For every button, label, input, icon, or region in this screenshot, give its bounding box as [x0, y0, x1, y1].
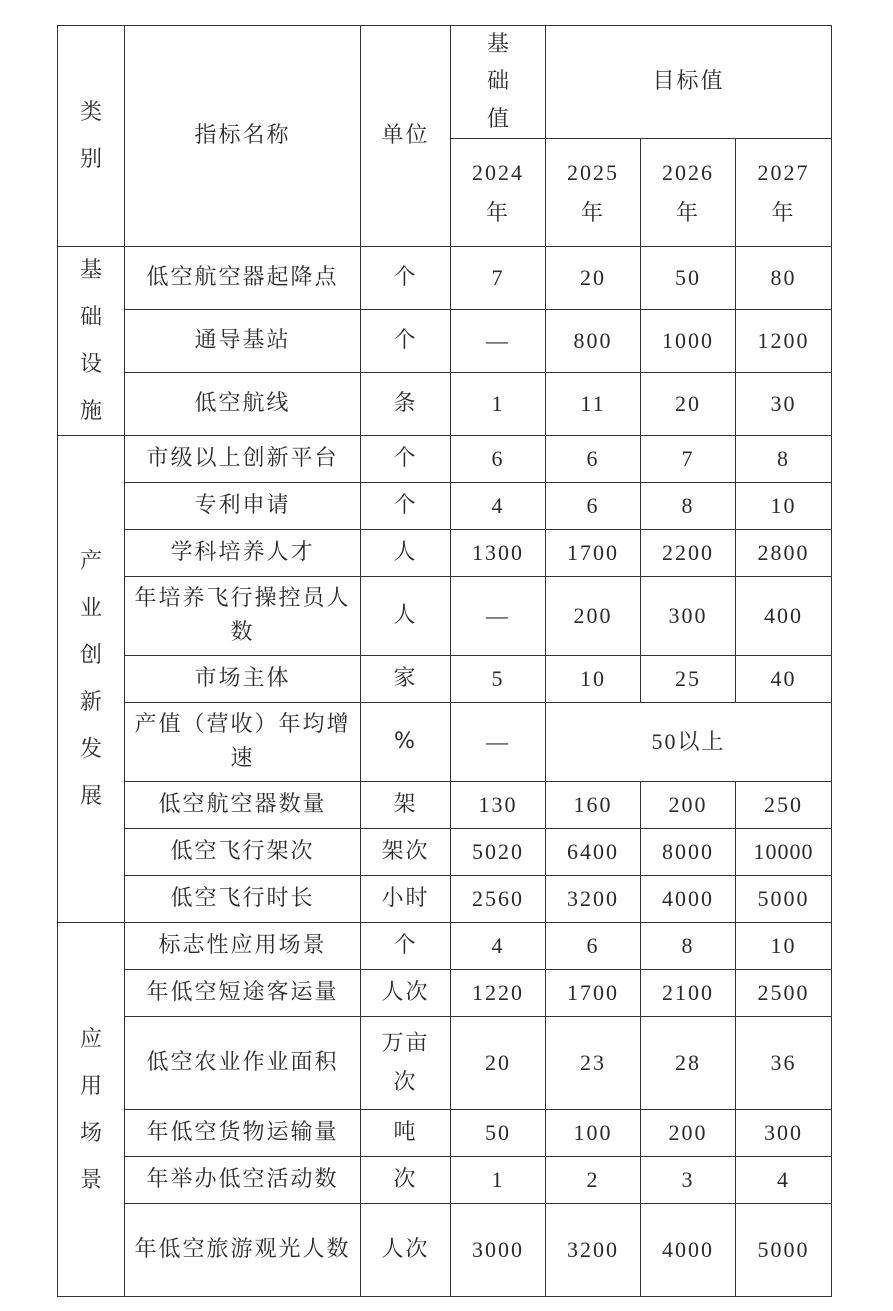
value-cell: 130 — [451, 782, 546, 829]
table-row — [58, 1017, 832, 1110]
header-year: 2026年 — [641, 139, 736, 247]
merged-target-cell: 50以上 — [546, 703, 832, 782]
value-cell: 7 — [451, 247, 546, 310]
value-cell: 50 — [451, 1110, 546, 1157]
category-cell: 产业创新发展 — [58, 436, 125, 923]
value-cell: — — [451, 577, 546, 656]
value-cell: 80 — [736, 247, 832, 310]
indicator-name: 标志性应用场景 — [125, 923, 361, 970]
unit-cell: 人次 — [361, 970, 451, 1017]
value-cell: 20 — [641, 373, 736, 436]
value-cell: 300 — [641, 577, 736, 656]
header-year: 2027年 — [736, 139, 832, 247]
indicator-name: 市级以上创新平台 — [125, 436, 361, 483]
value-cell: 1 — [451, 373, 546, 436]
value-cell: 6 — [546, 483, 641, 530]
header-category: 类别 — [58, 26, 125, 247]
value-cell: 200 — [641, 1110, 736, 1157]
table-row — [58, 1157, 832, 1204]
indicator-name: 专利申请 — [125, 483, 361, 530]
table-row — [58, 782, 832, 829]
table-row — [58, 247, 832, 310]
indicator-name: 市场主体 — [125, 656, 361, 703]
header-year: 2024年 — [451, 139, 546, 247]
value-cell: 1000 — [641, 310, 736, 373]
value-cell: 8 — [641, 923, 736, 970]
unit-cell: 个 — [361, 247, 451, 310]
value-cell: 4 — [451, 483, 546, 530]
unit-cell: 个 — [361, 436, 451, 483]
unit-cell: 小时 — [361, 876, 451, 923]
unit-cell: 个 — [361, 310, 451, 373]
value-cell: 28 — [641, 1017, 736, 1110]
unit-cell: 人次 — [361, 1204, 451, 1297]
header-indicator: 指标名称 — [125, 26, 361, 247]
indicator-name: 年低空旅游观光人数 — [125, 1204, 361, 1297]
value-cell: 5 — [451, 656, 546, 703]
indicator-name: 年举办低空活动数 — [125, 1157, 361, 1204]
unit-cell: 万亩次 — [361, 1017, 451, 1110]
value-cell: 250 — [736, 782, 832, 829]
value-cell: 3 — [641, 1157, 736, 1204]
value-cell: 3200 — [546, 876, 641, 923]
unit-cell: 个 — [361, 923, 451, 970]
indicator-name: 低空航空器起降点 — [125, 247, 361, 310]
indicator-name: 低空航线 — [125, 373, 361, 436]
value-cell: 1200 — [736, 310, 832, 373]
value-cell: 2200 — [641, 530, 736, 577]
table-row — [58, 483, 832, 530]
header-row-1 — [58, 26, 832, 139]
table-row — [58, 876, 832, 923]
category-cell: 应用场景 — [58, 923, 125, 1297]
header-year: 2025年 — [546, 139, 641, 247]
value-cell: 100 — [546, 1110, 641, 1157]
value-cell: 8 — [641, 483, 736, 530]
value-cell: 10 — [736, 923, 832, 970]
table-row — [58, 1204, 832, 1297]
value-cell: 4 — [451, 923, 546, 970]
value-cell: 10 — [546, 656, 641, 703]
value-cell: 6400 — [546, 829, 641, 876]
value-cell: 1300 — [451, 530, 546, 577]
table-row — [58, 703, 832, 782]
unit-cell: 人 — [361, 577, 451, 656]
indicator-name: 低空飞行时长 — [125, 876, 361, 923]
table-row — [58, 1110, 832, 1157]
indicator-name: 年低空短途客运量 — [125, 970, 361, 1017]
indicator-name: 低空飞行架次 — [125, 829, 361, 876]
indicator-name: 低空航空器数量 — [125, 782, 361, 829]
indicator-name: 学科培养人才 — [125, 530, 361, 577]
unit-cell: 人 — [361, 530, 451, 577]
indicator-name: 年低空货物运输量 — [125, 1110, 361, 1157]
value-cell: 11 — [546, 373, 641, 436]
value-cell: 20 — [451, 1017, 546, 1110]
unit-cell: 家 — [361, 656, 451, 703]
value-cell: 4000 — [641, 1204, 736, 1297]
value-cell: 2100 — [641, 970, 736, 1017]
value-cell: 200 — [641, 782, 736, 829]
indicator-table — [57, 25, 832, 1297]
unit-cell: 吨 — [361, 1110, 451, 1157]
value-cell: 6 — [451, 436, 546, 483]
value-cell: 8000 — [641, 829, 736, 876]
table-row — [58, 970, 832, 1017]
unit-cell: 个 — [361, 483, 451, 530]
value-cell: 2500 — [736, 970, 832, 1017]
value-cell: 20 — [546, 247, 641, 310]
table-row — [58, 310, 832, 373]
value-cell: 23 — [546, 1017, 641, 1110]
unit-cell: 次 — [361, 1157, 451, 1204]
unit-cell: 架次 — [361, 829, 451, 876]
value-cell: 5020 — [451, 829, 546, 876]
indicator-name: 通导基站 — [125, 310, 361, 373]
header-base: 基础值 — [451, 26, 546, 139]
value-cell: 1700 — [546, 970, 641, 1017]
table-row — [58, 923, 832, 970]
indicator-name: 低空农业作业面积 — [125, 1017, 361, 1110]
value-cell: — — [451, 703, 546, 782]
value-cell: 1220 — [451, 970, 546, 1017]
value-cell: — — [451, 310, 546, 373]
value-cell: 25 — [641, 656, 736, 703]
value-cell: 36 — [736, 1017, 832, 1110]
header-target: 目标值 — [546, 26, 832, 139]
indicator-name: 年培养飞行操控员人数 — [125, 577, 361, 656]
value-cell: 10 — [736, 483, 832, 530]
value-cell: 6 — [546, 436, 641, 483]
value-cell: 3200 — [546, 1204, 641, 1297]
table-row — [58, 436, 832, 483]
table-row — [58, 373, 832, 436]
indicator-name: 产值（营收）年均增速 — [125, 703, 361, 782]
table-row — [58, 829, 832, 876]
table-row — [58, 530, 832, 577]
value-cell: 7 — [641, 436, 736, 483]
value-cell: 4 — [736, 1157, 832, 1204]
value-cell: 2560 — [451, 876, 546, 923]
table-row — [58, 656, 832, 703]
value-cell: 200 — [546, 577, 641, 656]
value-cell: 400 — [736, 577, 832, 656]
value-cell: 8 — [736, 436, 832, 483]
value-cell: 5000 — [736, 1204, 832, 1297]
value-cell: 1700 — [546, 530, 641, 577]
unit-cell: % — [361, 703, 451, 782]
value-cell: 30 — [736, 373, 832, 436]
table-row — [58, 577, 832, 656]
value-cell: 40 — [736, 656, 832, 703]
value-cell: 3000 — [451, 1204, 546, 1297]
value-cell: 800 — [546, 310, 641, 373]
unit-cell: 条 — [361, 373, 451, 436]
value-cell: 2800 — [736, 530, 832, 577]
value-cell: 300 — [736, 1110, 832, 1157]
value-cell: 10000 — [736, 829, 832, 876]
value-cell: 6 — [546, 923, 641, 970]
value-cell: 4000 — [641, 876, 736, 923]
header-unit: 单位 — [361, 26, 451, 247]
value-cell: 1 — [451, 1157, 546, 1204]
value-cell: 5000 — [736, 876, 832, 923]
category-cell: 基础设施 — [58, 247, 125, 436]
value-cell: 160 — [546, 782, 641, 829]
unit-cell: 架 — [361, 782, 451, 829]
value-cell: 50 — [641, 247, 736, 310]
value-cell: 2 — [546, 1157, 641, 1204]
